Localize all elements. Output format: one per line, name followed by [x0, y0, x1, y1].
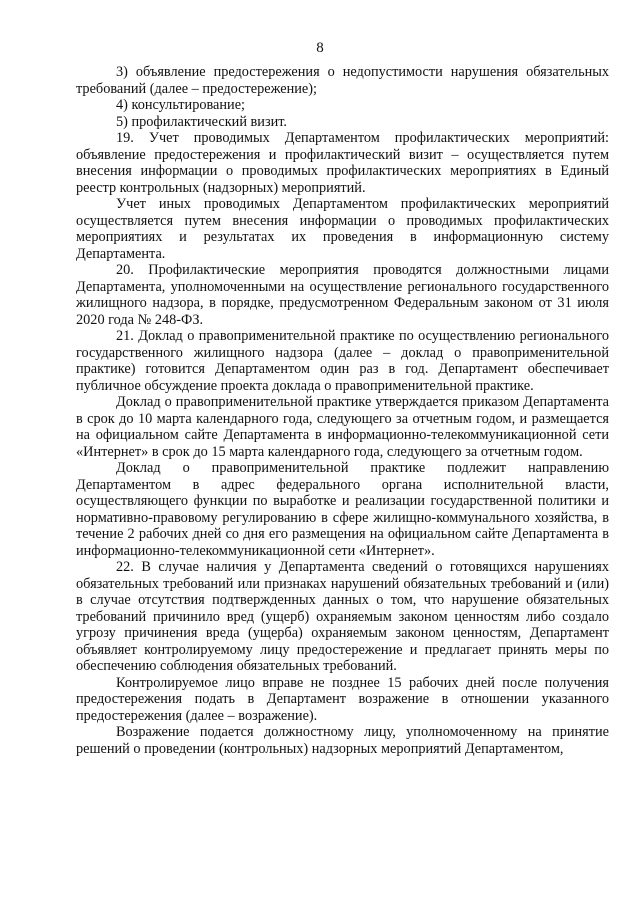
paragraph-21-submission: Доклад о правоприменительной практике подлежит направлению Департаментом в адрес федерального органа исполнительной власти, осуществляющего функции по выработке и реализации государственной политики и нормативно-правовому регулированию в сфере жилищно-коммунального хозяйства, в течение 2 рабочих дней со дня его размещения на официальном сайте Департамента в информационно-телекоммуникационной сети «Интернет». — [76, 460, 609, 559]
document-body — [76, 64, 609, 757]
paragraph-item-4: 4) консультирование; — [116, 97, 246, 113]
paragraph-19: 19. Учет проводимых Департаментом профилактических мероприятий: объявление предостережения и профилактический визит – осуществляется путем внесения информации о проводимых профилактических мероприятиях в Единый реестр контрольных (надзорных) мероприятий. — [76, 130, 609, 196]
paragraph-21-approval: Доклад о правоприменительной практике утверждается приказом Департамента в срок до 10 марта календарного года, следующего за отчетным годом, и размещается на официальном сайте Департамента в информационно-телекоммуникационной сети «Интернет» в срок до 15 марта календарного года, следующего за отчетным годом. — [76, 394, 609, 460]
paragraph-item-3: 3) объявление предостережения о недопустимости нарушения обязательных требований (далее – предостережение); — [76, 64, 609, 97]
paragraph-22-objection-filing: Возражение подается должностному лицу, уполномоченному на принятие решений о проведении (контрольных) надзорных мероприятий Департаментом, — [76, 724, 609, 757]
paragraph-21: 21. Доклад о правоприменительной практике по осуществлению регионального государственного жилищного надзора (далее – доклад о правоприменительной практике) готовится Департаментом один раз в год. Департамент обеспечивает публичное обсуждение проекта доклада о правоприменительной практике. — [76, 328, 609, 394]
paragraph-22-objection-right: Контролируемое лицо вправе не позднее 15 рабочих дней после получения предостережения подать в Департамент возражение в отношении указанного предостережения (далее – возражение). — [76, 674, 609, 724]
page-number: 8 — [316, 40, 324, 56]
paragraph-item-5: 5) профилактический визит. — [116, 113, 287, 130]
paragraph-20: 20. Профилактические мероприятия проводятся должностными лицами Департамента, уполномоченными на осуществление регионального государственного жилищного надзора, в порядке, предусмотренном Федеральным законом от 31 июля 2020 года № 248-ФЗ. — [76, 262, 609, 328]
paragraph-19-continued: Учет иных проводимых Департаментом профилактических мероприятий осуществляется путем внесения информации о проводимых профилактических мероприятиях и результатах их проведения в информационную систему Департамента. — [76, 196, 609, 262]
paragraph-22: 22. В случае наличия у Департамента сведений о готовящихся нарушениях обязательных требований или признаках нарушений обязательных требований и (или) в случае отсутствия подтвержденных данных о том, что нарушение обязательных требований причинило вред (ущерб) охраняемым законом ценностям либо создало угрозу причинения вреда (ущерба) охраняемым законом ценностям, Департамент объявляет контролируемому лицу предостережение и предлагает принять меры по обеспечению соблюдения обязательных требований. — [76, 559, 609, 674]
